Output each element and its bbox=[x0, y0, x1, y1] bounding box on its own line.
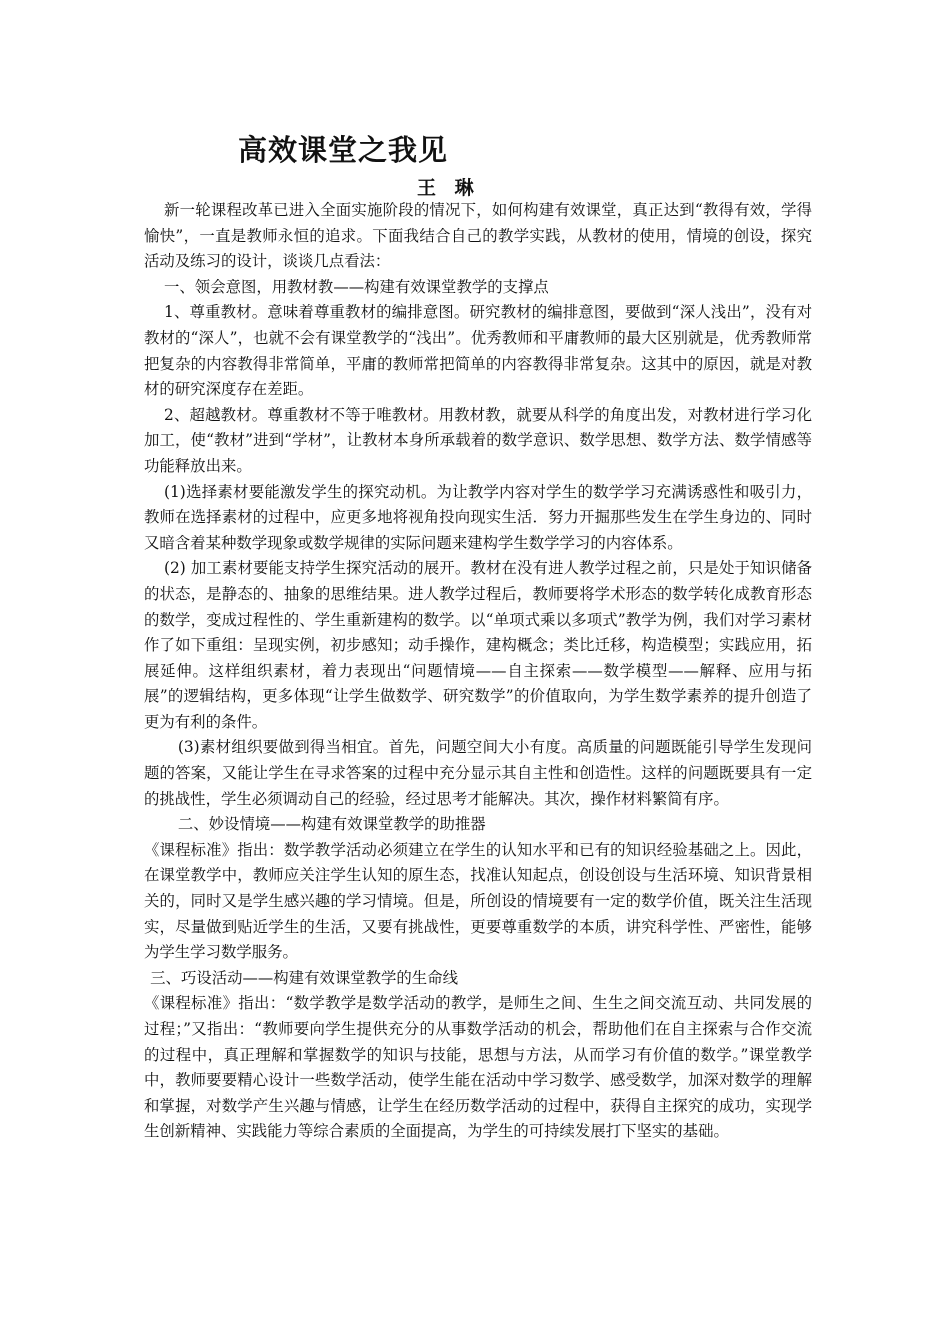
intro-paragraph: 新一轮课程改革已进入全面实施阶段的情况下，如何构建有效课堂，真正达到“教得有效，学得愉快”，一直是教师永恒的追求。下面我结合自己的教学实践，从教材的使用，情境的创设，探究活动及练习的设计，谈谈几点看法： bbox=[144, 201, 812, 271]
section-heading-3: 三、巧设活动——构建有效课堂教学的生命线 bbox=[150, 968, 458, 987]
document-body bbox=[144, 198, 812, 1145]
body-paragraph: 《课程标准》指出：数学教学活动必须建立在学生的认知水平和已有的知识经验基础之上。因此，在课堂教学中，教师应关注学生认知的原生态，找准认知起点，创设创设与生活环境、知识背景相关的，同时又是学生感兴趣的学习情境。但是，所创设的情境要有一定的数学价值，既关注生活现实，尽量做到贴近学生的生活，又要有挑战性，更要尊重数学的本质，讲究科学性、严密性，能够为学生学习数学服务。 bbox=[144, 840, 812, 962]
body-paragraph: 1、尊重教材。意味着尊重教材的编排意图。研究教材的编排意图，要做到“深人浅出”，没有对教材的“深人”，也就不会有课堂教学的“浅出”。优秀教师和平庸教师的最大区别就是，优秀教师常把复杂的内容教得非常简单，平庸的教师常把简单的内容教得非常复杂。这其中的原因，就是对教材的研究深度存在差距。 bbox=[144, 303, 812, 399]
body-paragraph: (1)选择素材要能激发学生的探究动机。为让教学内容对学生的数学学习充满诱惑性和吸引力，教师在选择素材的过程中，应更多地将视角投向现实生活．努力开掘那些发生在学生身边的、同时又暗含着某种数学现象或数学规律的实际问题来建构学生数学学习的内容体系。 bbox=[144, 482, 812, 552]
section-heading-2: 二、妙设情境——构建有效课堂教学的助推器 bbox=[177, 815, 486, 834]
body-paragraph: 2、超越教材。尊重教材不等于唯教材。用教材教，就要从科学的角度出发，对教材进行学习化加工，使“教材”进到“学材”，让教材本身所承载着的数学意识、数学思想、数学方法、数学情感等功能释放出来。 bbox=[144, 405, 812, 475]
body-paragraph: 《课程标准》指出：“数学教学是数学活动的教学，是师生之间、生生之间交流互动、共同发展的过程；”又指出：“教师要向学生提供充分的从事数学活动的机会，帮助他们在自主探索与合作交流的过程中，真正理解和掌握数学的知识与技能，思想与方法，从而学习有价值的数学。”课堂教学中，教师要要精心设计一些数学活动，使学生能在活动中学习数学、感受数学，加深对数学的理解和掌握，对数学产生兴趣与情感，让学生在经历数学活动的过程中，获得自主探究的成功，实现学生创新精神、实践能力等综合素质的全面提高，为学生的可持续发展打下坚实的基础。 bbox=[144, 994, 812, 1141]
body-paragraph: (3)素材组织要做到得当相宜。首先，问题空间大小有度。高质量的问题既能引导学生发现问题的答案，又能让学生在寻求答案的过程中充分显示其自主性和创造性。这样的问题既要具有一定的挑战性，学生必须调动自己的经验，经过思考才能解决。其次，操作材料繁简有序。 bbox=[144, 738, 812, 808]
body-paragraph: (2) 加工素材要能支持学生探究活动的展开。教材在没有进人教学过程之前，只是处于知识储备的状态，是静态的、抽象的思维结果。进人教学过程后，教师要将学术形态的数学转化成教育形态的数学，变成过程性的、学生重新建构的数学。以“单项式乘以多项式”教学为例，我们对学习素材作了如下重组：呈现实例，初步感知；动手操作，建构概念；类比迁移，构造模型；实践应用，拓展延伸。这样组织素材，着力表现出“问题情境——自主探索——数学模型——解释、应用与拓展”的逻辑结构，更多体现“让学生做数学、研究数学”的价值取向，为学生数学素养的提升创造了更为有利的条件。 bbox=[144, 559, 812, 731]
author-name: 王 琳 bbox=[417, 177, 480, 199]
section-heading-1: 一、领会意图，用教材教——构建有效课堂教学的支撑点 bbox=[164, 277, 549, 296]
document-title: 高效课堂之我见 bbox=[238, 133, 449, 167]
